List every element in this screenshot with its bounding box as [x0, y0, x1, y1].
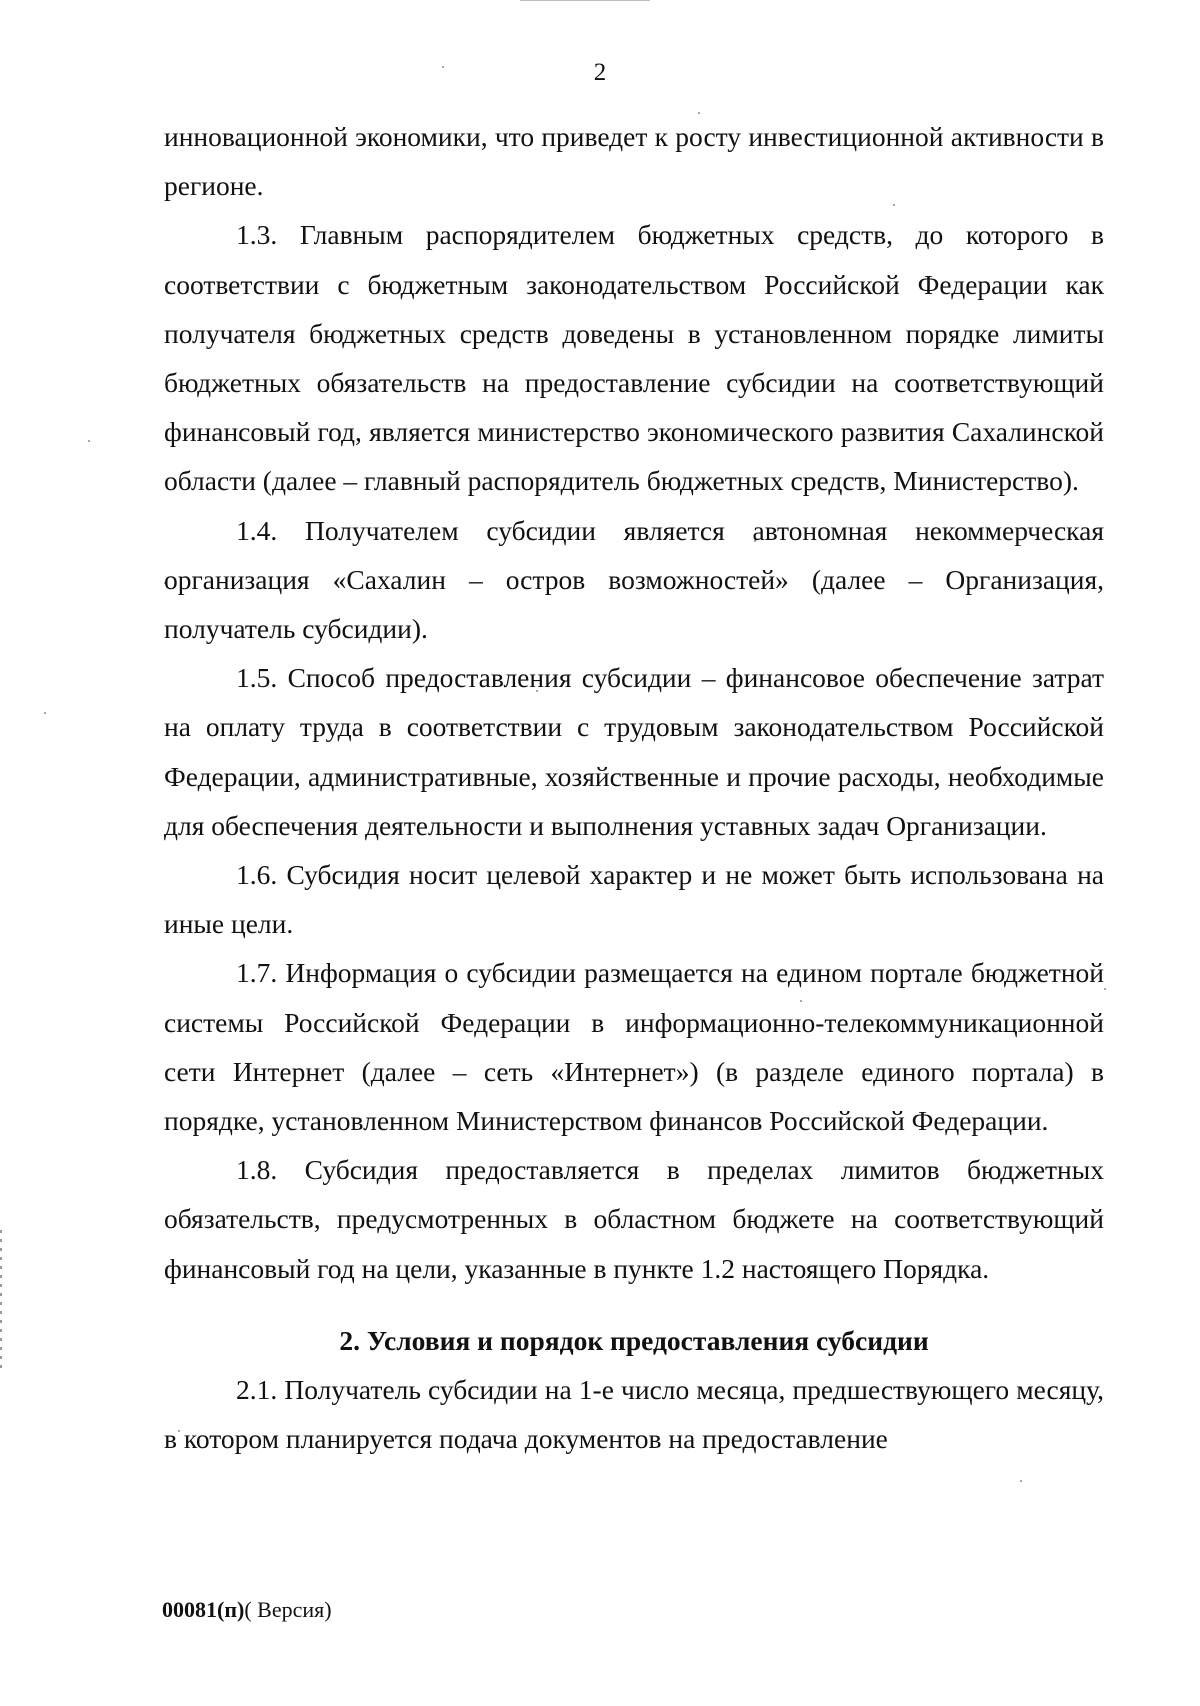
top-edge-mark — [520, 0, 650, 1]
scan-speck — [88, 440, 90, 442]
scan-speck — [44, 712, 46, 714]
scan-speck — [1104, 988, 1106, 990]
paragraph-1-5: 1.5. Способ предоставления субсидии – финансовое обеспечение затрат на оплату труда в соответствии с трудовым законодательством Российской Федерации, административные, хозяйственные и прочие расходы, необходимые для обеспечения деятельности и выполнения уставных задач Организации. — [164, 662, 1104, 841]
paragraph-continuation: инновационной экономики, что приведет к росту инвестиционной активности в регионе. — [164, 121, 1104, 202]
section-heading: 2. Условия и порядок предоставления субсидии — [339, 1324, 929, 1356]
scan-edge-marks — [0, 1230, 2, 1370]
document-body — [164, 112, 1104, 1463]
paragraph-1-7: 1.7. Информация о субсидии размещается на едином портале бюджетной системы Российской Федерации в информационно-телекоммуникационной сети Интернет (далее – сеть «Интернет») (в разделе единого портала) в порядке, установленном Министерством финансов Российской Федерации. — [164, 957, 1104, 1137]
document-version: ( Версия) — [244, 1597, 332, 1622]
paragraph-1-8: 1.8. Субсидия предоставляется в пределах лимитов бюджетных обязательств, предусмотренных в областном бюджете на соответствующий финансовый год на цели, указанные в пункте 1.2 настоящего Порядка. — [164, 1154, 1104, 1284]
scan-speck — [1020, 1480, 1022, 1482]
paragraph-1-3: 1.3. Главным распорядителем бюджетных средств, до которого в соответствии с бюджетным законодательством Российской Федерации как получателя бюджетных средств доведены в установленном порядке лимиты бюджетных обязательств на предоставление субсидии на соответствующий финансовый год, является министерство экономического развития Сахалинской области (далее – главный распорядитель бюджетных средств, Министерство). — [164, 219, 1104, 497]
page-number: 2 — [593, 59, 607, 86]
document-code: 00081(п) — [162, 1597, 245, 1622]
paragraph-1-4: 1.4. Получателем субсидии является автономная некоммерческая организация «Сахалин – остров возможностей» (далее – Организация, получатель субсидии). — [164, 514, 1104, 645]
paragraph-2-1: 2.1. Получатель субсидии на 1-е число месяца, предшествующего месяцу, в котором планируется подача документов на предоставление — [164, 1374, 1104, 1455]
document-footer — [162, 1596, 332, 1624]
paragraph-1-6: 1.6. Субсидия носит целевой характер и не может быть использована на иные цели. — [164, 859, 1104, 940]
